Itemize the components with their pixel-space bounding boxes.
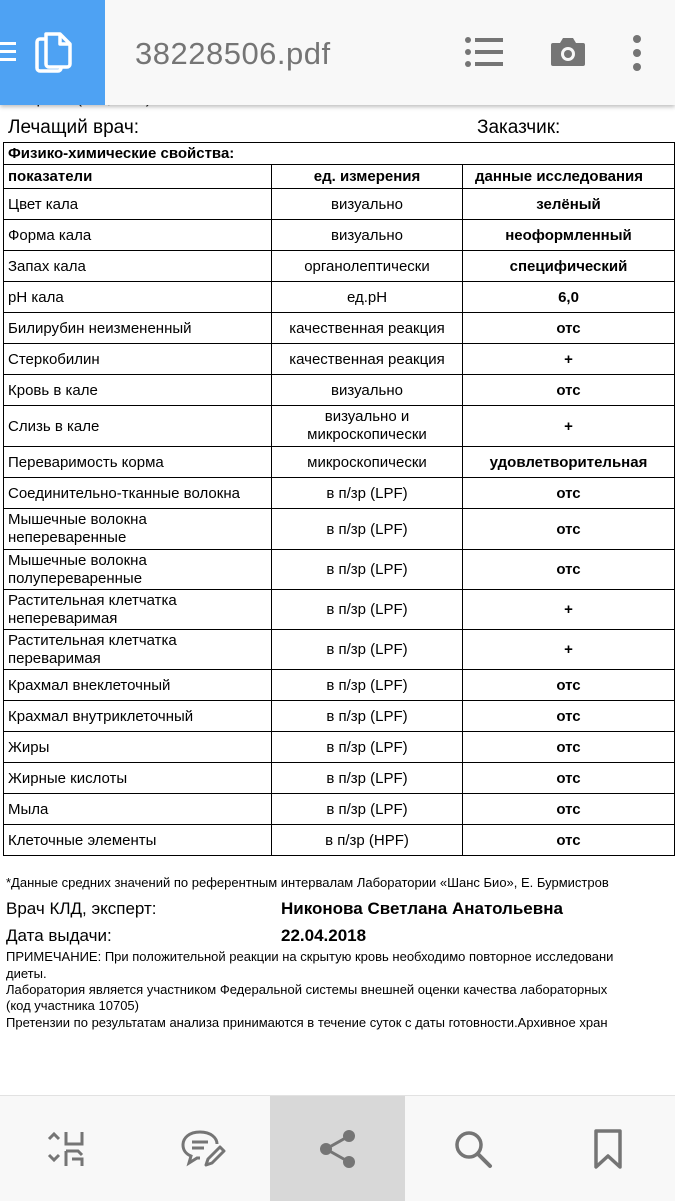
issue-date-value: 22.04.2018 xyxy=(281,926,367,945)
indicator-cell: Крахмал внутриклеточный xyxy=(4,701,272,732)
unit-cell: качественная реакция xyxy=(271,313,462,344)
top-app-bar xyxy=(0,0,675,105)
table-row xyxy=(4,220,675,251)
table-row xyxy=(4,447,675,478)
table-row xyxy=(4,794,675,825)
note-line: Претензии по результатам анализа принимаются в течение суток с даты готовности.Архивное хран xyxy=(6,1015,608,1030)
result-cell: удовлетворительная xyxy=(463,447,675,478)
indicator-cell: Клеточные элементы xyxy=(4,825,272,856)
unit-cell: визуально xyxy=(271,375,462,406)
indicator-cell: pH кала xyxy=(4,282,272,313)
unit-cell: органолептически xyxy=(271,251,462,282)
unit-cell: в п/зр (LPF) xyxy=(271,550,462,590)
unit-cell: в п/зр (HPF) xyxy=(271,825,462,856)
table-header-row xyxy=(4,165,675,189)
rotate-flip-button[interactable] xyxy=(0,1096,135,1201)
table-row xyxy=(4,313,675,344)
table-row xyxy=(4,509,675,550)
result-cell: неоформленный xyxy=(463,220,675,251)
indicator-cell: Жирные кислоты xyxy=(4,763,272,794)
table-row xyxy=(4,344,675,375)
doctor-label: Лечащий врач: xyxy=(8,117,139,138)
unit-cell: визуально xyxy=(271,189,462,220)
menu-icon[interactable] xyxy=(0,42,16,62)
indicator-cell: Запах кала xyxy=(4,251,272,282)
section-title-row xyxy=(4,143,675,165)
file-title: 38228506.pdf xyxy=(135,36,331,71)
result-cell: отс xyxy=(463,375,675,406)
indicator-cell: Билирубин неизмененный xyxy=(4,313,272,344)
indicator-cell: Растительная клетчатка переваримая xyxy=(4,630,272,670)
rotate-flip-icon xyxy=(46,1129,90,1169)
result-cell: + xyxy=(463,590,675,630)
indicator-cell: Жиры xyxy=(4,732,272,763)
unit-cell: в п/зр (LPF) xyxy=(271,763,462,794)
reference-note: *Данные средних значений по референтным интервалам Лаборатории «Шанс Био», Е. Бурмистров xyxy=(6,875,609,890)
note-line: диеты. xyxy=(6,966,47,981)
table-row xyxy=(4,590,675,630)
bookmark-button[interactable] xyxy=(540,1096,675,1201)
comment-edit-icon xyxy=(180,1129,226,1169)
indicator-cell: Переваримость корма xyxy=(4,447,272,478)
expert-label: Врач КЛД, эксперт: xyxy=(6,899,157,918)
table-row xyxy=(4,375,675,406)
table-row xyxy=(4,251,675,282)
column-header-indicator: показатели xyxy=(4,165,272,189)
column-header-unit: ед. измерения xyxy=(271,165,462,189)
document-button[interactable] xyxy=(0,0,105,105)
table-row xyxy=(4,732,675,763)
result-cell: отс xyxy=(463,732,675,763)
share-icon xyxy=(318,1128,358,1170)
result-cell: отс xyxy=(463,478,675,509)
comment-button[interactable] xyxy=(135,1096,270,1201)
table-row xyxy=(4,282,675,313)
indicator-cell: Растительная клетчатка непереваримая xyxy=(4,590,272,630)
result-cell: отс xyxy=(463,550,675,590)
indicator-cell: Слизь в кале xyxy=(4,406,272,447)
properties-table xyxy=(3,142,675,856)
unit-cell: в п/зр (LPF) xyxy=(271,732,462,763)
note-line: Лаборатория является участником Федеральной системы внешней оценки качества лабораторных xyxy=(6,982,608,997)
table-row xyxy=(4,550,675,590)
table-row xyxy=(4,406,675,447)
customer-label: Заказчик: xyxy=(477,117,561,138)
bottom-toolbar xyxy=(0,1095,675,1201)
table-row xyxy=(4,763,675,794)
table-row xyxy=(4,630,675,670)
table-body xyxy=(4,189,675,856)
result-cell: отс xyxy=(463,825,675,856)
unit-cell: в п/зр (LPF) xyxy=(271,630,462,670)
result-cell: отс xyxy=(463,670,675,701)
result-cell: 6,0 xyxy=(463,282,675,313)
table-row xyxy=(4,825,675,856)
result-cell: + xyxy=(463,344,675,375)
result-cell: отс xyxy=(463,313,675,344)
table-row xyxy=(4,670,675,701)
unit-cell: качественная реакция xyxy=(271,344,462,375)
list-icon[interactable] xyxy=(464,34,504,70)
indicator-cell: Мыла xyxy=(4,794,272,825)
indicator-cell: Цвет кала xyxy=(4,189,272,220)
more-vert-icon[interactable] xyxy=(631,34,643,72)
indicator-cell: Соединительно-тканные волокна xyxy=(4,478,272,509)
column-header-result: данные исследования xyxy=(463,165,675,189)
unit-cell: в п/зр (LPF) xyxy=(271,701,462,732)
table-row xyxy=(4,478,675,509)
search-icon xyxy=(453,1129,493,1169)
share-button[interactable] xyxy=(270,1096,405,1201)
unit-cell: в п/зр (LPF) xyxy=(271,794,462,825)
table-row xyxy=(4,189,675,220)
issue-date-label: Дата выдачи: xyxy=(6,926,112,945)
indicator-cell: Форма кала xyxy=(4,220,272,251)
section-title: Физико-химические свойства: xyxy=(4,143,675,165)
unit-cell: микроскопически xyxy=(271,447,462,478)
unit-cell: в п/зр (LPF) xyxy=(271,590,462,630)
result-cell: + xyxy=(463,630,675,670)
result-cell: + xyxy=(463,406,675,447)
expert-name: Никонова Светлана Анатольевна xyxy=(281,899,563,918)
indicator-cell: Кровь в кале xyxy=(4,375,272,406)
indicator-cell: Мышечные волокна непереваренные xyxy=(4,509,272,550)
result-cell: отс xyxy=(463,763,675,794)
indicator-cell: Мышечные волокна полупереваренные xyxy=(4,550,272,590)
search-button[interactable] xyxy=(405,1096,540,1201)
unit-cell: визуально и микроскопически xyxy=(271,406,462,447)
unit-cell: в п/зр (LPF) xyxy=(271,509,462,550)
table-row xyxy=(4,701,675,732)
result-cell: отс xyxy=(463,794,675,825)
indicator-cell: Стеркобилин xyxy=(4,344,272,375)
note-line: ПРИМЕЧАНИЕ: При положительной реакции на скрытую кровь необходимо повторное исследовани xyxy=(6,949,614,964)
document-copy-icon xyxy=(34,30,74,76)
camera-icon[interactable] xyxy=(549,34,587,70)
result-cell: отс xyxy=(463,509,675,550)
indicator-cell: Крахмал внеклеточный xyxy=(4,670,272,701)
bookmark-icon xyxy=(593,1128,623,1170)
unit-cell: в п/зр (LPF) xyxy=(271,478,462,509)
unit-cell: в п/зр (LPF) xyxy=(271,670,462,701)
unit-cell: ед.pH xyxy=(271,282,462,313)
result-cell: отс xyxy=(463,701,675,732)
result-cell: специфический xyxy=(463,251,675,282)
note-line: (код участника 10705) xyxy=(6,998,139,1013)
unit-cell: визуально xyxy=(271,220,462,251)
result-cell: зелёный xyxy=(463,189,675,220)
